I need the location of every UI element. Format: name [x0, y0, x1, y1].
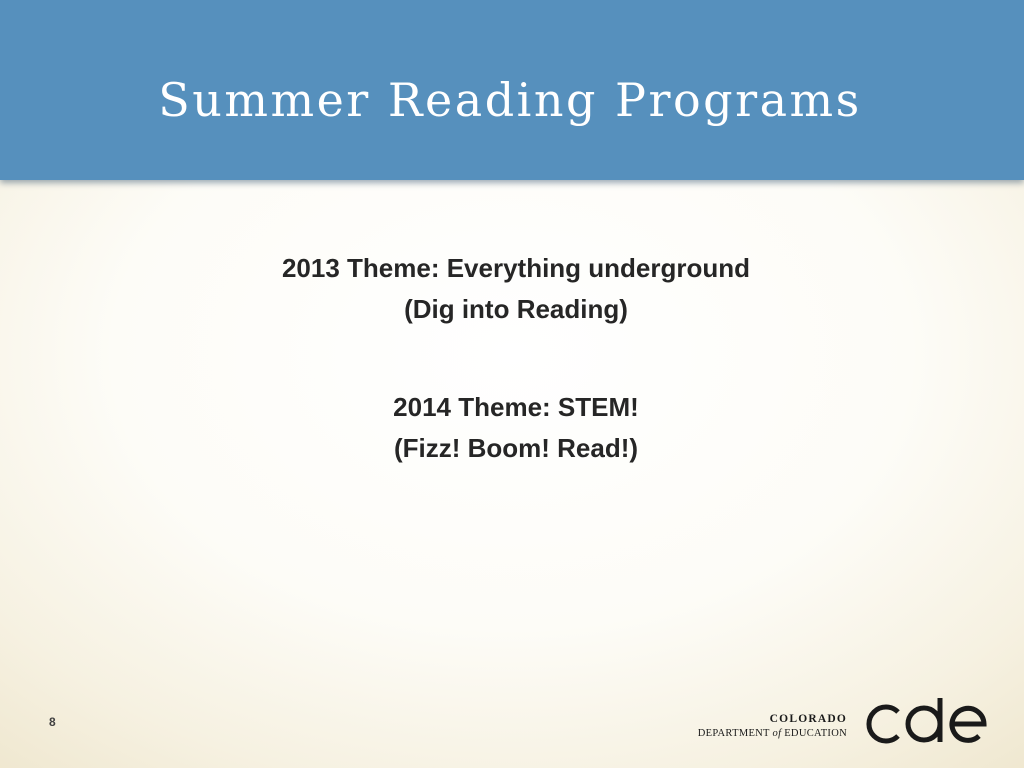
title-banner	[0, 0, 1024, 180]
theme-2013-subtitle: (Dig into Reading)	[404, 294, 628, 324]
page-number: 8	[49, 715, 56, 729]
theme-2013-block	[0, 248, 1024, 330]
logo-wordmark	[698, 712, 847, 740]
logo-line-colorado: COLORADO	[769, 713, 847, 725]
theme-2013-line: 2013 Theme: Everything underground	[281, 253, 751, 283]
cde-logo	[690, 695, 990, 751]
theme-2014-subtitle: (Fizz! Boom! Read!)	[393, 433, 639, 463]
logo-of-word: of	[772, 728, 782, 739]
cde-mark-icon	[860, 695, 990, 751]
slide-title: Summer Reading Programs	[158, 73, 862, 127]
logo-department-word: DEPARTMENT	[697, 728, 773, 739]
logo-education-word: EDUCATION	[781, 728, 847, 739]
theme-2014-line: 2014 Theme: STEM!	[393, 392, 639, 422]
theme-2014-block	[0, 387, 1024, 469]
logo-line-department	[698, 727, 847, 740]
slide-content	[0, 248, 1024, 469]
